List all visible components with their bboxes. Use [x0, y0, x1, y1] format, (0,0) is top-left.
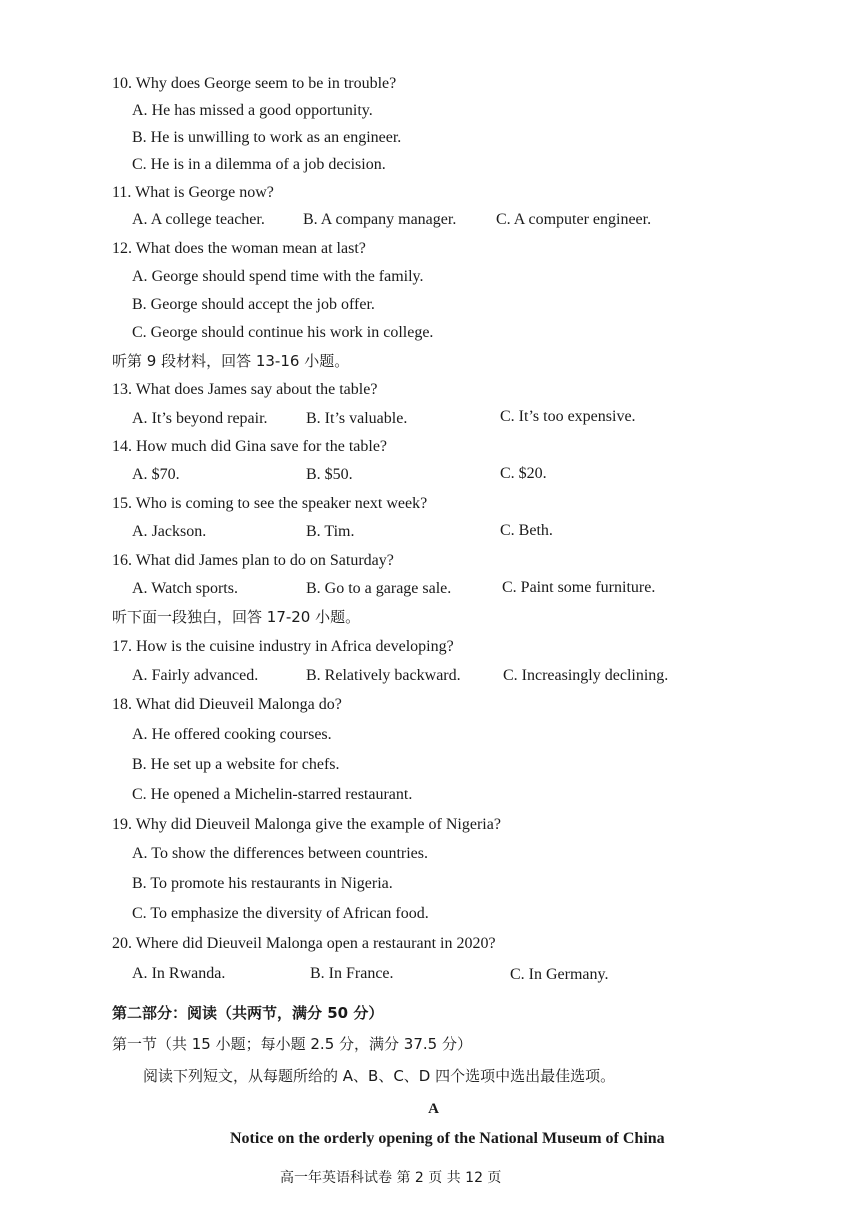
- q17-option-a: A. Fairly advanced.: [132, 667, 259, 684]
- question-17: 17. How is the cuisine industry in Africa developing?: [112, 638, 454, 655]
- q16-option-a: A. Watch sports.: [132, 580, 238, 597]
- q18-option-a: A. He offered cooking courses.: [132, 726, 332, 743]
- q19-option-a: A. To show the differences between countries.: [132, 845, 428, 862]
- question-19: 19. Why did Dieuveil Malonga give the example of Nigeria?: [112, 816, 501, 833]
- q10-option-a: A. He has missed a good opportunity.: [132, 102, 373, 119]
- q13-option-b: B. It’s valuable.: [306, 410, 408, 427]
- q15-option-b: B. Tim.: [306, 523, 355, 540]
- passage-title: Notice on the orderly opening of the National Museum of China: [230, 1130, 665, 1147]
- question-11: 11. What is George now?: [112, 184, 274, 201]
- q19-option-b: B. To promote his restaurants in Nigeria.: [132, 875, 393, 892]
- q11-option-b: B. A company manager.: [303, 211, 457, 228]
- q17-option-b: B. Relatively backward.: [306, 667, 461, 684]
- question-15: 15. Who is coming to see the speaker next week?: [112, 495, 428, 512]
- q11-option-c: C. A computer engineer.: [496, 211, 652, 228]
- question-20: 20. Where did Dieuveil Malonga open a restaurant in 2020?: [112, 935, 496, 952]
- question-18: 18. What did Dieuveil Malonga do?: [112, 696, 342, 713]
- section-9-instruction: 听第 9 段材料，回答 13-16 小题。: [112, 352, 350, 370]
- q14-option-a: A. $70.: [132, 466, 180, 483]
- question-14: 14. How much did Gina save for the table?: [112, 438, 388, 455]
- q12-option-b: B. George should accept the job offer.: [132, 296, 375, 313]
- section1-heading: 第一节（共 15 小题；每小题 2.5 分，满分 37.5 分）: [112, 1035, 472, 1053]
- question-16: 16. What did James plan to do on Saturday?: [112, 552, 394, 569]
- q13-option-c: C. It’s too expensive.: [500, 408, 636, 425]
- q15-option-a: A. Jackson.: [132, 523, 207, 540]
- q20-option-b: B. In France.: [310, 965, 394, 982]
- q20-option-c: C. In Germany.: [510, 966, 609, 983]
- q16-option-c: C. Paint some furniture.: [502, 579, 656, 596]
- q13-option-a: A. It’s beyond repair.: [132, 410, 268, 427]
- q12-option-a: A. George should spend time with the family.: [132, 268, 424, 285]
- question-12: 12. What does the woman mean at last?: [112, 240, 366, 257]
- q10-option-c: C. He is in a dilemma of a job decision.: [132, 156, 386, 173]
- question-10: 10. Why does George seem to be in trouble?: [112, 75, 397, 92]
- q10-option-b: B. He is unwilling to work as an engineer.: [132, 129, 402, 146]
- q12-option-c: C. George should continue his work in college.: [132, 324, 434, 341]
- reading-instruction: 阅读下列短文，从每题所给的 A、B、C、D 四个选项中选出最佳选项。: [143, 1067, 616, 1085]
- passage-letter: A: [428, 1101, 439, 1117]
- q18-option-c: C. He opened a Michelin-starred restaurant.: [132, 786, 413, 803]
- q18-option-b: B. He set up a website for chefs.: [132, 756, 340, 773]
- q14-option-c: C. $20.: [500, 465, 547, 482]
- question-13: 13. What does James say about the table?: [112, 381, 378, 398]
- page-footer: 高一年英语科试卷 第 2 页 共 12 页: [280, 1170, 502, 1186]
- q16-option-b: B. Go to a garage sale.: [306, 580, 452, 597]
- monologue-instruction: 听下面一段独白，回答 17-20 小题。: [112, 608, 361, 626]
- q17-option-c: C. Increasingly declining.: [503, 667, 669, 684]
- q20-option-a: A. In Rwanda.: [132, 965, 226, 982]
- q11-option-a: A. A college teacher.: [132, 211, 265, 228]
- part2-heading: 第二部分：阅读（共两节，满分 50 分）: [112, 1004, 384, 1022]
- q19-option-c: C. To emphasize the diversity of African food.: [132, 905, 429, 922]
- q15-option-c: C. Beth.: [500, 522, 553, 539]
- q14-option-b: B. $50.: [306, 466, 353, 483]
